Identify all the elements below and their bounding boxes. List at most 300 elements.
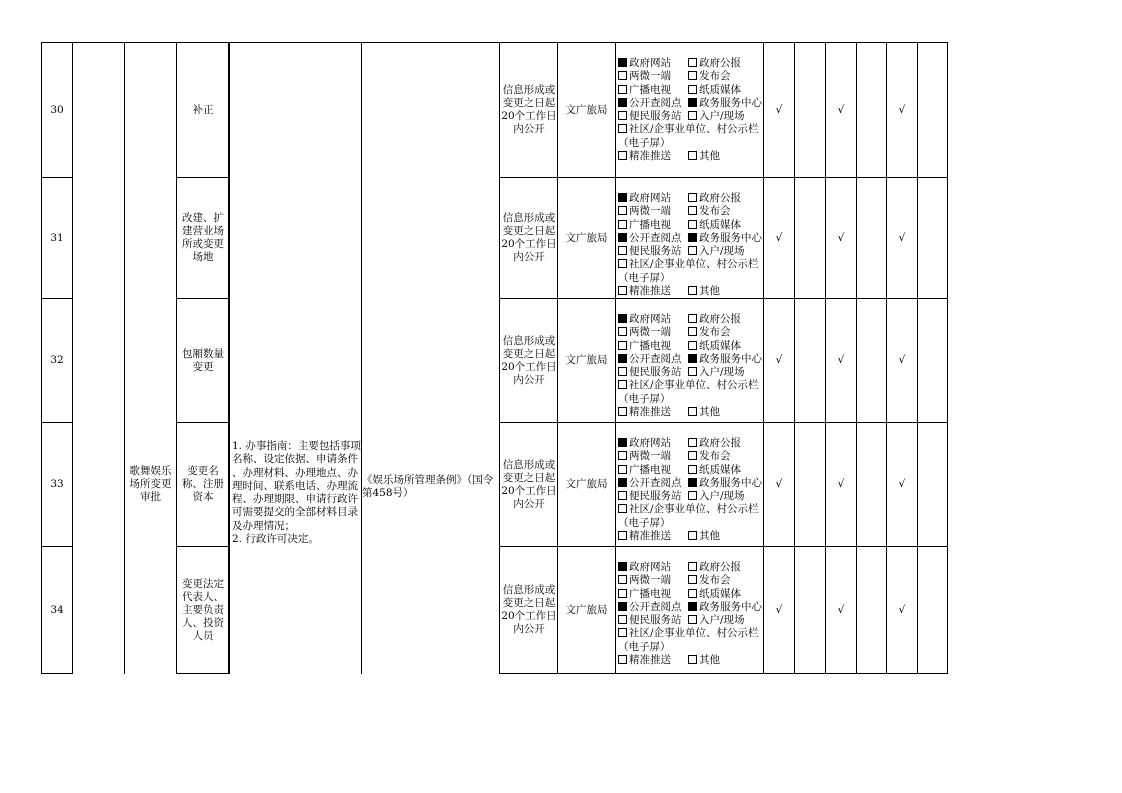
unchecked-box-icon <box>688 655 697 664</box>
unchecked-box-icon <box>688 341 697 350</box>
channel-option <box>688 245 745 258</box>
checked-box-icon <box>618 193 627 202</box>
channel-option <box>618 379 759 392</box>
unchecked-box-icon <box>688 367 697 376</box>
unchecked-box-icon <box>688 589 697 598</box>
check-mark: √ <box>837 354 845 366</box>
channel-label: （电子屏） <box>618 271 671 284</box>
channel-label: 政务服务中心 <box>699 231 762 244</box>
row-number: 30 <box>50 103 64 116</box>
sub-item: 变更法定代表人、主要负责人、投资人员 <box>182 577 224 642</box>
channel-line <box>618 393 762 406</box>
channel-option <box>618 70 688 83</box>
unchecked-box-icon <box>618 589 627 598</box>
channel-option <box>688 601 762 614</box>
channel-label: 精准推送 <box>629 150 671 163</box>
channel-label: 广播电视 <box>629 463 671 476</box>
channel-label: 广播电视 <box>629 339 671 352</box>
channel-label: 精准推送 <box>629 654 671 667</box>
time-limit: 信息形成或变更之日起20个工作日内公开 <box>501 212 557 263</box>
unchecked-box-icon <box>688 220 697 229</box>
unchecked-box-icon <box>688 562 697 571</box>
unchecked-box-icon <box>618 407 627 416</box>
channel-option <box>688 477 762 490</box>
checked-box-icon <box>618 562 627 571</box>
channel-label: 广播电视 <box>629 587 671 600</box>
responsible-unit: 文广旅局 <box>565 103 608 116</box>
checked-box-icon <box>618 354 627 363</box>
channel-option <box>618 326 688 339</box>
channel-line <box>618 490 762 503</box>
check-mark: √ <box>837 103 845 116</box>
channel-label: 发布会 <box>699 574 731 587</box>
checked-box-icon <box>618 233 627 242</box>
channel-option <box>618 437 688 450</box>
channel-label: 公开查阅点 <box>629 96 682 109</box>
checked-box-icon <box>618 478 627 487</box>
channel-option <box>688 70 731 83</box>
channel-option <box>688 561 741 574</box>
channel-label: 两微一端 <box>629 450 671 463</box>
channel-option <box>618 123 759 136</box>
channel-option <box>688 84 741 97</box>
channel-line <box>618 353 762 366</box>
channel-line <box>618 205 762 218</box>
channel-label: 纸质媒体 <box>699 463 741 476</box>
content-line: 及办理情况； <box>232 519 295 532</box>
col-line-4 <box>615 42 616 674</box>
unchecked-box-icon <box>688 491 697 500</box>
channel-line <box>618 450 762 463</box>
channel-line <box>618 654 762 667</box>
channel-label: 其他 <box>699 654 720 667</box>
channel-line <box>618 588 762 601</box>
unchecked-box-icon <box>618 85 627 94</box>
channel-option <box>618 192 688 205</box>
unchecked-box-icon <box>618 111 627 120</box>
channel-label: 政府公报 <box>699 192 741 204</box>
channel-option <box>618 232 688 245</box>
unchecked-box-icon <box>688 438 697 447</box>
checked-box-icon <box>688 602 697 611</box>
channel-line <box>618 627 762 640</box>
channel-list <box>618 437 762 543</box>
channel-option <box>618 285 688 298</box>
unchecked-box-icon <box>618 504 627 513</box>
unchecked-box-icon <box>688 246 697 255</box>
channel-label: 政务服务中心 <box>699 352 762 365</box>
channel-label: 发布会 <box>699 70 731 83</box>
channel-label: 发布会 <box>699 326 731 339</box>
checked-box-icon <box>618 98 627 107</box>
row-line-bottom-sub <box>176 673 229 674</box>
unchecked-box-icon <box>618 71 627 80</box>
unchecked-box-icon <box>688 531 697 540</box>
item-name: 歌舞娱乐场所变更审批 <box>129 464 172 503</box>
channel-option <box>618 353 688 366</box>
channel-label: 政务服务中心 <box>699 600 762 613</box>
col-line-11 <box>947 42 948 674</box>
channel-option <box>618 614 688 627</box>
unchecked-box-icon <box>688 151 697 160</box>
channel-label: 纸质媒体 <box>699 339 741 352</box>
content-line: 2. 行政许可决定。 <box>232 533 319 546</box>
channel-label: 公开查阅点 <box>629 600 682 613</box>
channel-line <box>618 530 762 543</box>
channel-option <box>618 313 688 326</box>
content-line: 理时间、联系电话、办理流 <box>232 479 358 492</box>
channel-list <box>618 313 762 419</box>
channel-label: 政府网站 <box>629 192 671 204</box>
channel-line <box>618 641 762 654</box>
sub-item: 改建、扩建营业场所或变更场地 <box>182 212 224 263</box>
unchecked-box-icon <box>688 193 697 202</box>
unchecked-box-icon <box>688 314 697 323</box>
channel-option <box>688 285 720 298</box>
channel-line <box>618 232 762 245</box>
channel-line <box>618 219 762 232</box>
channel-label: （电子屏） <box>618 516 671 529</box>
channel-option <box>688 450 731 463</box>
check-mark: √ <box>775 231 783 244</box>
responsible-unit: 文广旅局 <box>565 231 608 244</box>
unchecked-box-icon <box>688 85 697 94</box>
channel-label: 两微一端 <box>629 326 671 339</box>
col-line-6 <box>794 42 795 674</box>
channel-option <box>618 205 688 218</box>
unchecked-box-icon <box>618 380 627 389</box>
channel-label: 发布会 <box>699 205 731 218</box>
channel-label: 便民服务站 <box>629 490 682 503</box>
disclosure-content <box>232 440 361 546</box>
channel-label: 社区/企事业单位、村公示栏 <box>629 503 759 516</box>
channel-option <box>618 258 759 271</box>
channel-option <box>618 654 688 667</box>
content-line: 、办理材料、办理地点、办 <box>232 466 358 479</box>
sub-line-0 <box>176 42 177 674</box>
channel-label: 社区/企事业单位、村公示栏 <box>629 379 759 392</box>
unchecked-box-icon <box>618 220 627 229</box>
channel-label: 两微一端 <box>629 574 671 587</box>
unchecked-box-icon <box>618 206 627 215</box>
unchecked-box-icon <box>688 615 697 624</box>
channel-label: 便民服务站 <box>629 614 682 627</box>
channel-line <box>618 192 762 205</box>
unchecked-box-icon <box>618 286 627 295</box>
check-mark: √ <box>898 603 906 616</box>
channel-line <box>618 601 762 614</box>
unchecked-box-icon <box>618 246 627 255</box>
channel-line <box>618 123 762 136</box>
channel-line <box>618 464 762 477</box>
unchecked-box-icon <box>618 327 627 336</box>
channel-option <box>688 97 762 110</box>
channel-label: 精准推送 <box>629 285 671 298</box>
channel-option <box>618 57 688 70</box>
channel-option <box>688 150 720 163</box>
channel-option <box>618 588 688 601</box>
channel-label: 政府网站 <box>629 313 671 325</box>
sub-item: 变更名称、注册资本 <box>182 465 224 503</box>
channel-line <box>618 340 762 353</box>
channel-label: 政务服务中心 <box>699 96 762 109</box>
checked-box-icon <box>688 478 697 487</box>
row-number: 32 <box>50 354 64 366</box>
channel-option <box>618 450 688 463</box>
channel-line <box>618 84 762 97</box>
channel-option <box>688 219 741 232</box>
channel-line <box>618 366 762 379</box>
channel-label: 入户/现场 <box>699 110 745 123</box>
group-line-1 <box>361 42 362 674</box>
channel-option <box>618 464 688 477</box>
channel-option <box>688 326 731 339</box>
channel-line <box>618 97 762 110</box>
channel-label: 两微一端 <box>629 205 671 218</box>
row-number: 31 <box>50 231 64 244</box>
channel-option <box>688 205 731 218</box>
channel-label: 政府公报 <box>699 437 741 449</box>
group-line-0 <box>124 42 125 674</box>
channel-option <box>688 192 741 205</box>
channel-label: 社区/企事业单位、村公示栏 <box>629 258 759 271</box>
checked-box-icon <box>618 314 627 323</box>
channel-line <box>618 285 762 298</box>
responsible-unit: 文广旅局 <box>565 603 608 616</box>
time-limit: 信息形成或变更之日起20个工作日内公开 <box>501 584 557 635</box>
channel-option <box>688 406 720 419</box>
channel-line <box>618 614 762 627</box>
checked-box-icon <box>618 602 627 611</box>
checked-box-icon <box>688 98 697 107</box>
checked-box-icon <box>688 354 697 363</box>
row-line-bottom-right <box>499 673 948 674</box>
unchecked-box-icon <box>688 451 697 460</box>
channel-line <box>618 245 762 258</box>
channel-line <box>618 258 762 271</box>
unchecked-box-icon <box>688 407 697 416</box>
check-mark: √ <box>898 478 906 490</box>
channel-option <box>618 406 688 419</box>
channel-label: 纸质媒体 <box>699 83 741 96</box>
unchecked-box-icon <box>688 286 697 295</box>
check-mark: √ <box>898 354 906 366</box>
legal-basis: 《娱乐场所管理条例》（国令第458号） <box>362 474 494 499</box>
channel-label: 广播电视 <box>629 218 671 231</box>
channel-label: 入户/现场 <box>699 490 745 503</box>
channel-label: 两微一端 <box>629 70 671 83</box>
channel-label: 政府网站 <box>629 57 671 69</box>
unchecked-box-icon <box>618 655 627 664</box>
responsible-unit: 文广旅局 <box>565 354 608 366</box>
channel-option <box>618 97 688 110</box>
channel-option <box>618 366 688 379</box>
channel-label: 公开查阅点 <box>629 352 682 365</box>
channel-label: 社区/企事业单位、村公示栏 <box>629 123 759 136</box>
sub-item: 包厢数量变更 <box>182 347 224 373</box>
channel-option <box>618 84 688 97</box>
channel-label: 入户/现场 <box>699 245 745 258</box>
channel-option <box>688 530 720 543</box>
channel-line <box>618 503 762 516</box>
channel-label: 公开查阅点 <box>629 476 682 489</box>
channel-option <box>618 601 688 614</box>
content-line: 可需要提交的全部材料目录 <box>232 506 358 519</box>
content-line: 1. 办事指南：主要包括事项 <box>232 440 361 452</box>
time-limit: 信息形成或变更之日起20个工作日内公开 <box>501 84 557 135</box>
channel-option <box>618 150 688 163</box>
check-mark: √ <box>898 231 906 244</box>
channel-label: 便民服务站 <box>629 110 682 123</box>
channel-label: 精准推送 <box>629 530 671 543</box>
check-mark: √ <box>775 478 783 490</box>
time-limit: 信息形成或变更之日起20个工作日内公开 <box>501 334 557 386</box>
channel-option <box>688 654 720 667</box>
channel-label: 政府公报 <box>699 561 741 573</box>
check-mark: √ <box>775 603 783 616</box>
sub-line-right <box>229 42 230 674</box>
channel-list <box>618 561 762 667</box>
channel-option <box>688 464 741 477</box>
channel-option <box>688 353 762 366</box>
channel-line <box>618 379 762 392</box>
unchecked-box-icon <box>618 491 627 500</box>
channel-option <box>618 272 671 285</box>
unchecked-box-icon <box>688 206 697 215</box>
channel-option <box>618 627 759 640</box>
channel-option <box>618 490 688 503</box>
channel-label: 广播电视 <box>629 83 671 96</box>
channel-option <box>618 503 759 516</box>
channel-line <box>618 477 762 490</box>
unchecked-box-icon <box>618 531 627 540</box>
unchecked-box-icon <box>618 628 627 637</box>
channel-option <box>688 614 745 627</box>
channel-label: 纸质媒体 <box>699 587 741 600</box>
channel-label: 政府网站 <box>629 437 671 449</box>
check-mark: √ <box>775 103 783 116</box>
channel-line <box>618 137 762 150</box>
unchecked-box-icon <box>618 124 627 133</box>
channel-label: 发布会 <box>699 450 731 463</box>
row-number: 33 <box>50 478 64 490</box>
channel-option <box>688 232 762 245</box>
unchecked-box-icon <box>618 151 627 160</box>
col-line-8 <box>856 42 857 674</box>
channel-label: 其他 <box>699 406 720 419</box>
col-line-2 <box>499 42 500 674</box>
channel-option <box>688 490 745 503</box>
sub-item: 补正 <box>192 103 214 116</box>
channel-option <box>618 517 671 530</box>
channel-line <box>618 272 762 285</box>
channel-line <box>618 110 762 123</box>
channel-option <box>618 393 671 406</box>
channel-option <box>688 366 745 379</box>
channel-option <box>618 477 688 490</box>
unchecked-box-icon <box>618 615 627 624</box>
unchecked-box-icon <box>618 341 627 350</box>
unchecked-box-icon <box>618 367 627 376</box>
channel-line <box>618 561 762 574</box>
content-line: 程、办理期限、申请行政许 <box>232 493 358 506</box>
row-line-bottom-left <box>41 673 73 674</box>
channel-option <box>618 245 688 258</box>
channel-option <box>618 574 688 587</box>
channel-label: 入户/现场 <box>699 614 745 627</box>
checked-box-icon <box>618 438 627 447</box>
channel-option <box>688 110 745 123</box>
unchecked-box-icon <box>688 71 697 80</box>
check-mark: √ <box>837 231 845 244</box>
channel-label: 入户/现场 <box>699 366 745 379</box>
channel-line <box>618 70 762 83</box>
channel-option <box>688 313 741 326</box>
channel-label: 便民服务站 <box>629 245 682 258</box>
channel-label: （电子屏） <box>618 136 671 149</box>
channel-label: 政府公报 <box>699 313 741 325</box>
channel-list <box>618 192 762 298</box>
channel-label: 公开查阅点 <box>629 231 682 244</box>
channel-option <box>688 437 741 450</box>
channel-option <box>618 340 688 353</box>
unchecked-box-icon <box>688 465 697 474</box>
channel-line <box>618 326 762 339</box>
content-line: 名称、设定依据、申请条件 <box>232 453 358 466</box>
channel-label: 政府公报 <box>699 57 741 69</box>
unchecked-box-icon <box>688 575 697 584</box>
channel-list <box>618 57 762 163</box>
checked-box-icon <box>688 233 697 242</box>
channel-option <box>688 340 741 353</box>
check-mark: √ <box>775 354 783 366</box>
channel-line <box>618 150 762 163</box>
channel-label: 纸质媒体 <box>699 218 741 231</box>
channel-label: 精准推送 <box>629 406 671 419</box>
unchecked-box-icon <box>688 111 697 120</box>
channel-option <box>688 588 741 601</box>
checked-box-icon <box>618 58 627 67</box>
channel-label: （电子屏） <box>618 392 671 405</box>
channel-option <box>618 561 688 574</box>
channel-label: （电子屏） <box>618 640 671 653</box>
check-mark: √ <box>837 603 845 616</box>
channel-option <box>618 110 688 123</box>
channel-label: 其他 <box>699 285 720 298</box>
channel-option <box>618 137 671 150</box>
channel-label: 其他 <box>699 530 720 543</box>
channel-line <box>618 517 762 530</box>
unchecked-box-icon <box>618 451 627 460</box>
unchecked-box-icon <box>618 465 627 474</box>
channel-line <box>618 437 762 450</box>
channel-option <box>618 530 688 543</box>
check-mark: √ <box>898 103 906 116</box>
row-number: 34 <box>50 603 64 616</box>
responsible-unit: 文广旅局 <box>565 478 608 490</box>
col-line-10 <box>917 42 918 674</box>
channel-label: 政府网站 <box>629 561 671 573</box>
channel-label: 其他 <box>699 150 720 163</box>
channel-option <box>618 641 671 654</box>
channel-option <box>688 574 731 587</box>
time-limit: 信息形成或变更之日起20个工作日内公开 <box>501 458 557 510</box>
check-mark: √ <box>837 478 845 490</box>
unchecked-box-icon <box>688 327 697 336</box>
unchecked-box-icon <box>618 575 627 584</box>
unchecked-box-icon <box>688 58 697 67</box>
channel-line <box>618 57 762 70</box>
